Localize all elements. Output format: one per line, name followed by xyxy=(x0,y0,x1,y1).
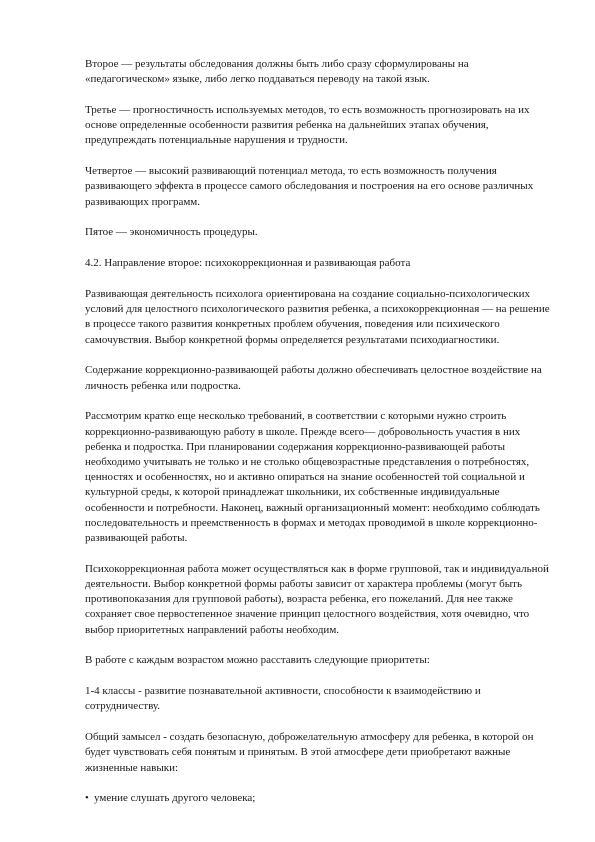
paragraph-priorities-intro: В работе с каждым возрастом можно расставить следующие приоритеты: xyxy=(85,654,430,667)
bullet-icon: • xyxy=(85,792,89,805)
section-heading: 4.2. Направление второе: психокоррекционная и развивающая работа xyxy=(85,257,411,270)
list-item xyxy=(85,791,555,806)
paragraph-fourth-requirement: Четвертое — высокий развивающий потенциал метода, то есть возможность получения развивающего эффекта в процессе самого обследования и построения на его основе различных развивающих программ. xyxy=(85,165,534,208)
paragraph-psychocorrection-forms: Психокоррекционная работа может осуществляться как в форме групповой, так и индивидуальной деятельности. Выбор конкретной формы работы зависит от характера проблемы (могут быть противопоказания для групповой работы), возраста ребенка, его пожеланий. Для нее также сохраняет свое первостепенное значение принцип целостного воздействия, хотя очевидно, что выбор приоритетных направлений работы необходим. xyxy=(85,562,549,636)
paragraph-fifth-requirement: Пятое — экономичность процедуры. xyxy=(85,226,258,239)
paragraph-third-requirement: Третье — прогностичность используемых методов, то есть возможность прогнозировать на их основе определенные особенности развития ребенка на дальнейших этапах обучения, предупреждать потенциальные нарушения и трудности. xyxy=(85,104,530,147)
paragraph-correction-content: Содержание коррекционно-развивающей работы должно обеспечивать целостное воздействие на личность ребенка или подростка. xyxy=(85,364,542,392)
paragraph-grades-1-4: 1-4 классы - развитие познавательной активности, способности к взаимодействию и сотрудничеству. xyxy=(85,685,481,713)
paragraph-requirements: Рассмотрим кратко еще несколько требований, в соответствии с которыми нужно строить коррекционно-развивающую работу в школе. Прежде всего— добровольность участия в них ребенка и подростка. При планировании содержания коррекционно-развивающей работы необходимо учитывать не только и не столько общевозрастные представления о потребностях, ценностях и особенностях, но и активно опираться на знание особенностей той социальной и культурной среды, к которой принадлежат школьники, их собственные индивидуальные особенности и потребности. Наконец, важный организационный момент: необходимо соблюдать последовательность и преемственность в формах и методах проводимой в школе коррекционно-развивающей работы. xyxy=(85,410,540,545)
paragraph-general-idea: Общий замысел - создать безопасную, доброжелательную атмосферу для ребенка, в которой он будет чувствовать себя понятым и принятым. В этой атмосфере дети приобретают важные жизненные навыки: xyxy=(85,731,534,774)
paragraph-second-requirement: Второе — результаты обследования должны быть либо сразу сформулированы на «педагогическом» языке, либо легко поддаваться переводу на такой язык. xyxy=(85,58,469,86)
document-page xyxy=(85,57,555,807)
list-item-text: умение слушать другого человека; xyxy=(94,792,256,805)
paragraph-developmental-activity: Развивающая деятельность психолога ориентирована на создание социально-психологических условий для целостного психологического развития ребенка, а психокоррекционная — на решение в процессе такого развития конкретных проблем обучения, поведения или психического самочувствия. Выбор конкретной формы определяется результатами психодиагностики. xyxy=(85,288,550,346)
